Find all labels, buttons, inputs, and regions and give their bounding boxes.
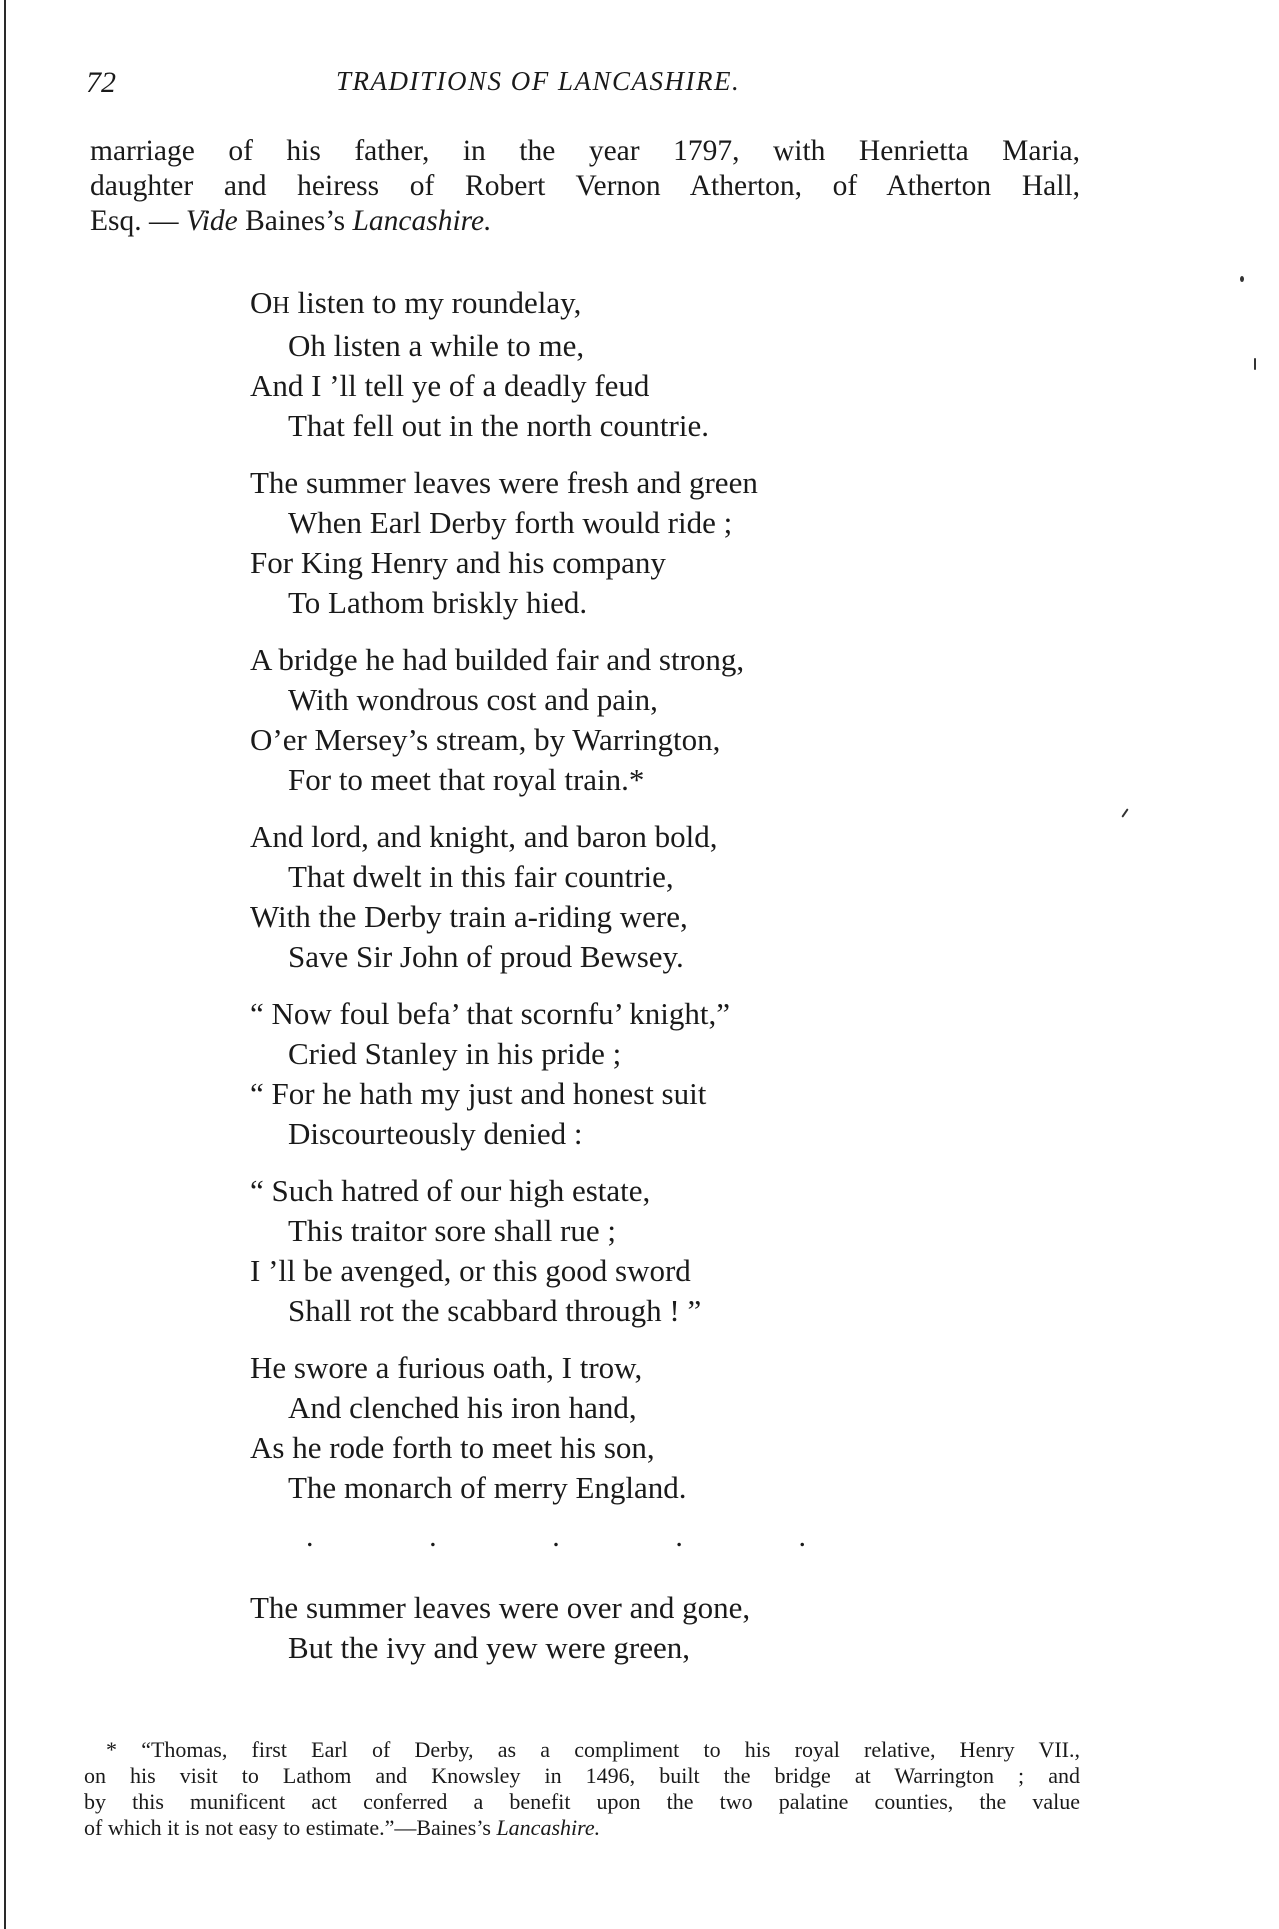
omission-dot: . — [798, 1520, 806, 1553]
small-cap: H — [272, 293, 290, 319]
verse-line: When Earl Derby forth would ride ; — [288, 505, 733, 540]
intro-line: daughter and heiress of Robert Vernon Atherton, of Atherton Hall, — [90, 170, 1080, 202]
verse-line: Shall rot the scabbard through ! ” — [288, 1293, 702, 1328]
footnote-line: by this munificent act conferred a benefit upon the two palatine counties, the value — [84, 1789, 1080, 1814]
intro-paragraph — [90, 134, 1080, 239]
verse-line: “ For he hath my just and honest suit — [250, 1076, 707, 1111]
omission-dot: . — [675, 1520, 683, 1553]
verse-line: He swore a furious oath, I trow, — [250, 1350, 643, 1385]
verse-line: This traitor sore shall rue ; — [288, 1213, 616, 1248]
omission-dot: . — [552, 1520, 560, 1553]
running-title: TRADITIONS OF LANCASHIRE. — [336, 66, 741, 96]
verse-text: listen to my roundelay, — [289, 285, 582, 320]
footnote-line: * “Thomas, first Earl of Derby, as a compliment to his royal relative, Henry VII., — [106, 1737, 1080, 1762]
page-header — [86, 66, 1086, 106]
verse-line: Oh listen a while to me, — [288, 328, 585, 363]
stanza — [250, 283, 1050, 446]
omission-dot: . — [306, 1520, 314, 1553]
intro-text: Baines’s — [237, 205, 353, 237]
stanza — [250, 463, 1050, 623]
verse-line: A bridge he had builded fair and strong, — [250, 642, 745, 677]
verse-line: The monarch of merry England. — [288, 1470, 687, 1505]
verse-line — [250, 283, 1050, 326]
stanza — [250, 1171, 1050, 1331]
stanza — [250, 817, 1050, 977]
verse-line: And lord, and knight, and baron bold, — [250, 819, 718, 854]
intro-line — [90, 204, 1080, 239]
verse-line: For to meet that royal train.* — [288, 762, 645, 797]
scan-speck — [1121, 808, 1128, 817]
drop-cap: O — [250, 285, 273, 320]
stanza — [250, 994, 1050, 1154]
verse-line: O’er Mersey’s stream, by Warrington, — [250, 722, 721, 757]
verse-line: With the Derby train a-riding were, — [250, 899, 688, 934]
verse-line: And clenched his iron hand, — [288, 1390, 637, 1425]
poem-continuation — [250, 1588, 1050, 1668]
footnote — [84, 1737, 1080, 1841]
verse-line: To Lathom briskly hied. — [288, 585, 588, 620]
intro-vide: Vide — [185, 205, 238, 237]
stanza — [250, 1348, 1050, 1508]
verse-line: But the ivy and yew were green, — [288, 1630, 691, 1665]
page-number: 72 — [86, 66, 116, 99]
verse-line: The summer leaves were fresh and green — [250, 465, 758, 500]
verse-line: Cried Stanley in his pride ; — [288, 1036, 622, 1071]
footnote-line: on his visit to Lathom and Knowsley in 1496, built the bridge at Warrington ; and — [84, 1763, 1080, 1788]
verse-line: With wondrous cost and pain, — [288, 682, 658, 717]
verse-line: Discourteously denied : — [288, 1116, 583, 1151]
stanza — [250, 640, 1050, 800]
poem — [250, 283, 1050, 1525]
intro-text: Esq. — — [90, 205, 186, 237]
verse-line: And I ’ll tell ye of a deadly feud — [250, 368, 650, 403]
omission-dots — [306, 1522, 806, 1552]
verse-line: As he rode forth to meet his son, — [250, 1430, 655, 1465]
verse-line: The summer leaves were over and gone, — [250, 1590, 751, 1625]
intro-work-title: Lancashire. — [352, 205, 492, 237]
verse-line: “ Such hatred of our high estate, — [250, 1173, 651, 1208]
omission-dot: . — [429, 1520, 437, 1553]
footnote-work-title: Lancashire. — [496, 1815, 601, 1840]
verse-line: That dwelt in this fair countrie, — [288, 859, 674, 894]
intro-line: marriage of his father, in the year 1797, with Henrietta Maria, — [90, 135, 1080, 167]
page-edge-rule — [4, 0, 6, 1929]
footnote-line — [84, 1815, 1080, 1841]
verse-line: For King Henry and his company — [250, 545, 666, 580]
verse-line: “ Now foul befa’ that scornfu’ knight,” — [250, 996, 731, 1031]
verse-line: Save Sir John of proud Bewsey. — [288, 939, 684, 974]
footnote-text: of which it is not easy to estimate.”—Baines’s — [84, 1815, 497, 1840]
verse-line: That fell out in the north countrie. — [288, 408, 709, 443]
scan-speck — [1254, 358, 1256, 370]
scan-speck — [1240, 276, 1244, 282]
verse-line: I ’ll be avenged, or this good sword — [250, 1253, 691, 1288]
